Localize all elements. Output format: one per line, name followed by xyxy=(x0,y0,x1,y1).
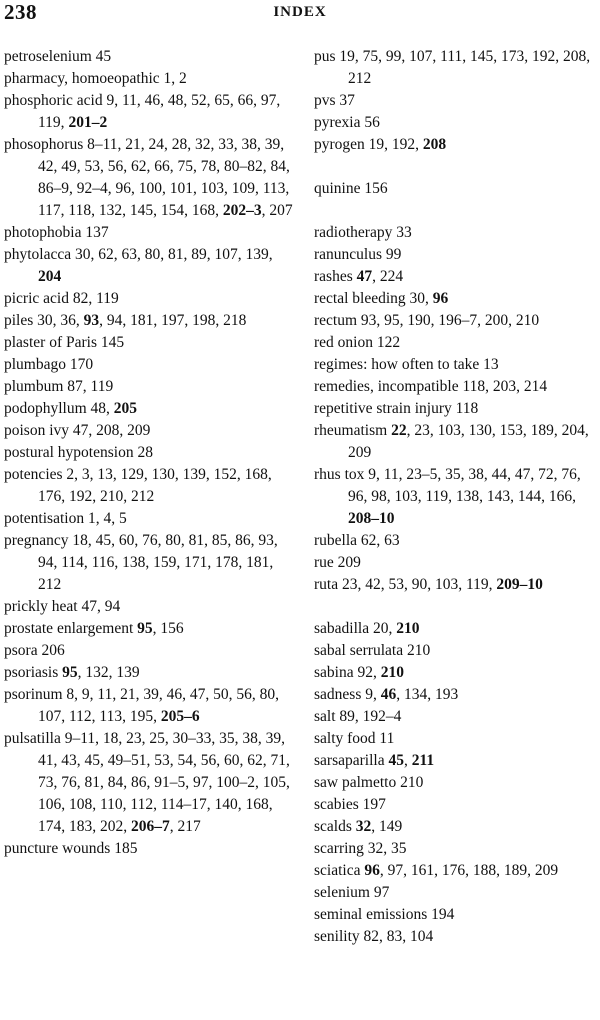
main-page-ref: 96 xyxy=(432,290,449,307)
entry-text: phosophorus 8–11, 21, 24, 28, 32, 33, 38, 39, 42, 49, 53, 56, 62, 66, 75, 78, 80–82, 84, 86–9, 92–4, 96, 100, 101, 103, 109, 113, 117, 118, 132, 145, 154, 168, xyxy=(4,136,290,219)
entry-text: red onion 122 xyxy=(314,334,401,351)
entry-text: pulsatilla 9–11, 18, 23, 25, 30–33, 35, 38, 39, 41, 43, 45, 49–51, 53, 54, 56, 60, 62, 71, 73, 76, 81, 84, 86, 91–5, 97, 100–2, 105, 106, 108, 110, 112, 114–17, 140, 168, 174, 183, 202, xyxy=(4,730,290,835)
entry-text: podophyllum 48, xyxy=(4,400,114,417)
entry-text: sadness 9, xyxy=(314,686,381,703)
entry-text: quinine 156 xyxy=(314,180,388,197)
index-entry xyxy=(4,662,294,684)
entry-text: seminal emissions 194 xyxy=(314,906,455,923)
index-entry xyxy=(314,266,600,288)
main-page-ref: 210 xyxy=(396,620,420,637)
index-entry xyxy=(314,464,600,530)
entry-text: poison ivy 47, 208, 209 xyxy=(4,422,151,439)
page-number: 238 xyxy=(4,0,37,24)
main-page-ref: 204 xyxy=(38,268,62,285)
entry-text: , 132, 139 xyxy=(77,664,140,681)
index-entry xyxy=(4,464,294,508)
entry-text: sciatica xyxy=(314,862,365,879)
entry-text: pyrexia 56 xyxy=(314,114,380,131)
index-entry xyxy=(314,354,600,376)
main-page-ref: 96 xyxy=(364,862,380,879)
entry-text: pvs 37 xyxy=(314,92,355,109)
index-entry xyxy=(314,904,600,926)
index-entry xyxy=(314,794,600,816)
entry-text: postural hypotension 28 xyxy=(4,444,153,461)
index-entry xyxy=(4,310,294,332)
entry-text: , 23, 103, 130, 153, 189, 204, 209 xyxy=(348,422,589,461)
main-page-ref: 211 xyxy=(411,752,435,769)
main-page-ref: 95 xyxy=(137,620,153,637)
main-page-ref: 202–3 xyxy=(222,202,262,219)
entry-text: ranunculus 99 xyxy=(314,246,402,263)
letter-group-gap xyxy=(314,596,600,618)
main-page-ref: 210 xyxy=(380,664,404,681)
index-entry xyxy=(4,420,294,442)
main-page-ref: 46 xyxy=(380,686,397,703)
running-header-title: INDEX xyxy=(273,4,327,20)
entry-text: , 134, 193 xyxy=(396,686,459,703)
index-column-left xyxy=(4,46,294,860)
main-page-ref: 201–2 xyxy=(68,114,108,131)
entry-text: psorinum 8, 9, 11, 21, 39, 46, 47, 50, 56, 80, 107, 112, 113, 195, xyxy=(4,686,279,725)
index-entry xyxy=(4,728,294,838)
index-entry xyxy=(4,288,294,310)
index-entry xyxy=(314,420,600,464)
main-page-ref: 208–10 xyxy=(348,510,395,527)
main-page-ref: 205 xyxy=(113,400,138,417)
main-page-ref: 32 xyxy=(355,818,372,835)
index-entry xyxy=(314,640,600,662)
entry-text: sarsaparilla xyxy=(314,752,389,769)
entry-text: sabina 92, xyxy=(314,664,381,681)
index-entry xyxy=(314,860,600,882)
entry-text: rectal bleeding 30, xyxy=(314,290,433,307)
entry-text: repetitive strain injury 118 xyxy=(314,400,479,417)
index-entry xyxy=(314,46,600,90)
entry-text: rectum 93, 95, 190, 196–7, 200, 210 xyxy=(314,312,540,329)
index-entry xyxy=(4,640,294,662)
entry-text: , 149 xyxy=(371,818,403,835)
index-entry xyxy=(4,244,294,288)
index-entry xyxy=(4,596,294,618)
entry-text: scarring 32, 35 xyxy=(314,840,407,857)
index-entry xyxy=(4,530,294,596)
entry-text: sabal serrulata 210 xyxy=(314,642,431,659)
index-entry xyxy=(314,376,600,398)
entry-text: radiotherapy 33 xyxy=(314,224,412,241)
index-entry xyxy=(314,222,600,244)
index-entry xyxy=(4,134,294,222)
index-entry xyxy=(314,882,600,904)
index-entry xyxy=(314,618,600,640)
index-entry xyxy=(314,90,600,112)
letter-group-gap xyxy=(314,156,600,178)
index-entry xyxy=(314,728,600,750)
entry-text: puncture wounds 185 xyxy=(4,840,138,857)
entry-text: , xyxy=(403,752,412,769)
entry-text: salt 89, 192–4 xyxy=(314,708,402,725)
entry-text: scalds xyxy=(314,818,356,835)
main-page-ref: 205–6 xyxy=(160,708,200,725)
index-entry xyxy=(4,684,294,728)
index-entry xyxy=(314,530,600,552)
entry-text: , 97, 161, 176, 188, 189, 209 xyxy=(379,862,559,879)
main-page-ref: 95 xyxy=(62,664,78,681)
main-page-ref: 22 xyxy=(391,422,407,439)
entry-text: potentisation 1, 4, 5 xyxy=(4,510,127,527)
entry-text: prickly heat 47, 94 xyxy=(4,598,121,615)
index-entry xyxy=(314,816,600,838)
entry-text: rheumatism xyxy=(314,422,392,439)
index-entry xyxy=(4,508,294,530)
index-entry xyxy=(314,112,600,134)
index-entry xyxy=(314,574,600,596)
entry-text: pharmacy, homoeopathic 1, 2 xyxy=(4,70,187,87)
index-entry xyxy=(4,376,294,398)
index-entry xyxy=(314,662,600,684)
entry-text: phytolacca 30, 62, 63, 80, 81, 89, 107, 139, xyxy=(4,246,273,263)
index-entry xyxy=(4,68,294,90)
entry-text: pyrogen 19, 192, xyxy=(314,136,423,153)
entry-text: salty food 11 xyxy=(314,730,395,747)
entry-text: psora 206 xyxy=(4,642,65,659)
index-entry xyxy=(314,684,600,706)
entry-text: petroselenium 45 xyxy=(4,48,112,65)
index-entry xyxy=(314,926,600,948)
entry-text: phosphoric acid 9, 11, 46, 48, 52, 65, 66, 97, 119, xyxy=(4,92,281,131)
entry-text: sabadilla 20, xyxy=(314,620,397,637)
letter-group-gap xyxy=(314,200,600,222)
index-entry xyxy=(4,838,294,860)
index-entry xyxy=(4,398,294,420)
main-page-ref: 209–10 xyxy=(496,576,543,593)
main-page-ref: 47 xyxy=(356,268,373,285)
index-entry xyxy=(314,552,600,574)
entry-text: potencies 2, 3, 13, 129, 130, 139, 152, 168, 176, 192, 210, 212 xyxy=(4,466,272,505)
entry-text: pregnancy 18, 45, 60, 76, 80, 81, 85, 86, 93, 94, 114, 116, 138, 159, 171, 178, 181, 212 xyxy=(4,532,278,593)
entry-text: , 207 xyxy=(261,202,293,219)
main-page-ref: 93 xyxy=(83,312,100,329)
entry-text: ruta 23, 42, 53, 90, 103, 119, xyxy=(314,576,497,593)
entry-text: piles 30, 36, xyxy=(4,312,84,329)
entry-text: prostate enlargement xyxy=(4,620,138,637)
entry-text: photophobia 137 xyxy=(4,224,109,241)
main-page-ref: 45 xyxy=(388,752,404,769)
entry-text: plumbago 170 xyxy=(4,356,94,373)
entry-text: pus 19, 75, 99, 107, 111, 145, 173, 192, 208, 212 xyxy=(314,48,591,87)
index-entry xyxy=(314,288,600,310)
entry-text: rhus tox 9, 11, 23–5, 35, 38, 44, 47, 72, 76, 96, 98, 103, 119, 138, 143, 144, 166, xyxy=(314,466,581,505)
entry-text: , 156 xyxy=(152,620,184,637)
index-entry xyxy=(314,332,600,354)
entry-text: saw palmetto 210 xyxy=(314,774,424,791)
entry-text: , 94, 181, 197, 198, 218 xyxy=(99,312,247,329)
index-entry xyxy=(314,772,600,794)
entry-text: rubella 62, 63 xyxy=(314,532,400,549)
entry-text: , 224 xyxy=(372,268,404,285)
entry-text: remedies, incompatible 118, 203, 214 xyxy=(314,378,548,395)
index-entry xyxy=(4,442,294,464)
entry-text: rue 209 xyxy=(314,554,361,571)
entry-text: selenium 97 xyxy=(314,884,390,901)
index-entry xyxy=(4,618,294,640)
entry-text: rashes xyxy=(314,268,357,285)
entry-text: regimes: how often to take 13 xyxy=(314,356,499,373)
index-entry xyxy=(4,222,294,244)
index-entry xyxy=(4,46,294,68)
index-entry xyxy=(314,750,600,772)
index-entry xyxy=(4,332,294,354)
entry-text: plumbum 87, 119 xyxy=(4,378,114,395)
index-entry xyxy=(314,310,600,332)
index-entry xyxy=(314,838,600,860)
index-entry xyxy=(314,706,600,728)
entry-text: psoriasis xyxy=(4,664,63,681)
entry-text: plaster of Paris 145 xyxy=(4,334,125,351)
main-page-ref: 208 xyxy=(422,136,447,153)
index-column-right xyxy=(314,46,600,948)
index-entry xyxy=(314,398,600,420)
entry-text: senility 82, 83, 104 xyxy=(314,928,434,945)
index-entry xyxy=(4,354,294,376)
main-page-ref: 206–7 xyxy=(131,818,170,835)
index-entry xyxy=(314,244,600,266)
index-entry xyxy=(314,134,600,156)
entry-text: scabies 197 xyxy=(314,796,386,813)
index-entry xyxy=(4,90,294,134)
entry-text: picric acid 82, 119 xyxy=(4,290,119,307)
entry-text: , 217 xyxy=(169,818,201,835)
index-entry xyxy=(314,178,600,200)
